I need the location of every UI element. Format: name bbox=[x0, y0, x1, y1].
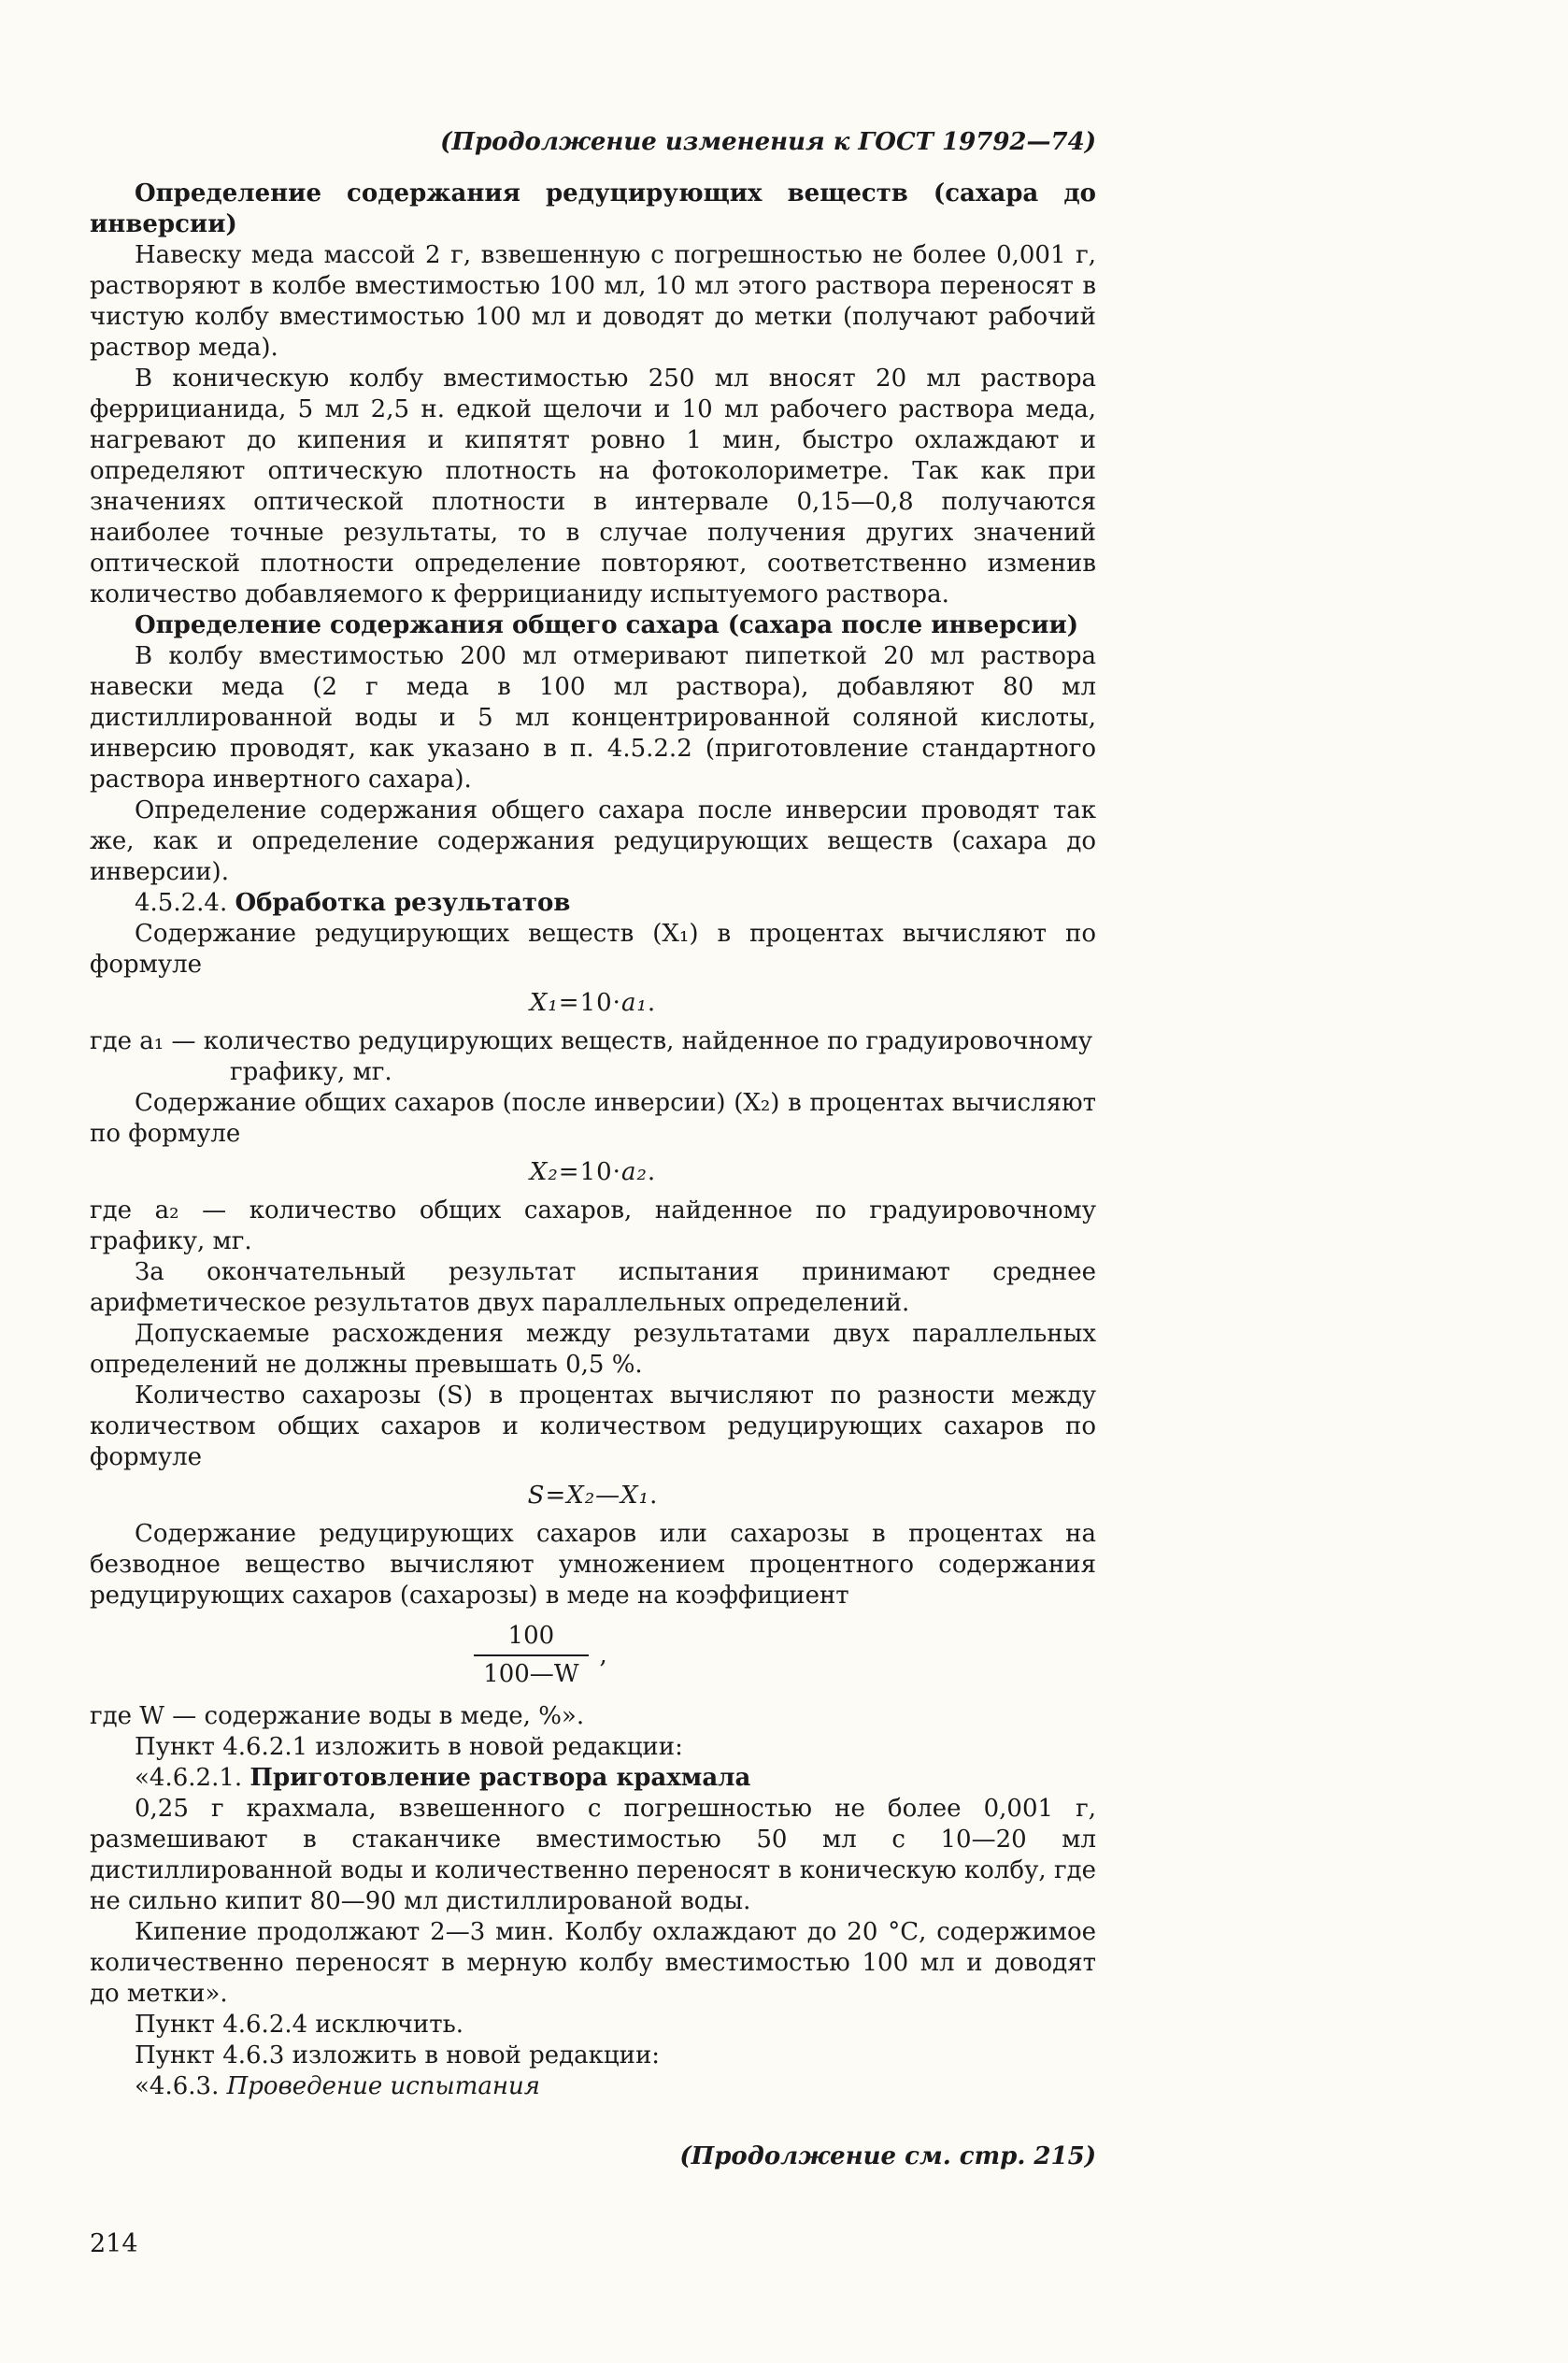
formula-x1 bbox=[90, 988, 1096, 1019]
heading-reducing-sugars: Определение содержания редуцирующих веществ (сахара до инверсии) bbox=[90, 179, 1096, 238]
fraction-numerator: 100 bbox=[507, 1622, 555, 1650]
para-arithmetic-mean: За окончательный результат испытания принимают среднее арифметическое результатов двух параллельных определений. bbox=[90, 1258, 1096, 1317]
para-allowed-difference: Допускаемые расхождения между результатами двух параллельных определений не должны превышать 0,5 %. bbox=[90, 1320, 1096, 1379]
formula-period: . bbox=[647, 1158, 657, 1186]
para-w-definition: где W — содержание воды в меде, %». bbox=[90, 1702, 585, 1730]
para-item-4624-note: Пункт 4.6.2.4 исключить. bbox=[135, 2011, 464, 2039]
para-starch-procedure: 0,25 г крахмала, взвешенного с погрешностью не более 0,001 г, размешивают в стаканчике вместимостью 50 мл с 10—20 мл дистиллированной воды и количественно переносят в коническую колбу, где не сильно кипит 80—90 мл дистиллированой воды. bbox=[90, 1795, 1096, 1915]
para-same-as-reducing: Определение содержания общего сахара после инверсии проводят так же, как и определение содержания редуцирующих веществ (сахара до инверсии). bbox=[90, 796, 1096, 886]
clause-results-processing bbox=[90, 888, 1096, 919]
clause-number: «4.6.2.1. bbox=[135, 1764, 243, 1792]
para-a1-definition: где a₁ — количество редуцирующих веществ, найденное по градуировочному графику, мг. bbox=[90, 1027, 1093, 1086]
clause-number: 4.5.2.4. bbox=[135, 889, 228, 917]
formula-operator: = bbox=[545, 1482, 567, 1510]
page-number: 214 bbox=[90, 2229, 138, 2258]
para-a2-definition: где a₂ — количество общих сахаров, найденное по градуировочному графику, мг. bbox=[90, 1196, 1096, 1255]
continuation-header: (Продолжение изменения к ГОСТ 19792—74) bbox=[440, 128, 1096, 156]
fraction-denominator bbox=[474, 1654, 588, 1690]
clause-number: «4.6.3. bbox=[135, 2072, 220, 2100]
formula-operator: =10· bbox=[558, 989, 621, 1017]
para-sample-preparation: Навеску меда массой 2 г, взвешенную с погрешностью не более 0,001 г, растворяют в колбе вместимостью 100 мл, 10 мл этого раствора переносят в чистую колбу вместимостью 100 мл и доводят до метки (получают рабочий раствор меда). bbox=[90, 241, 1096, 362]
formula-period: . bbox=[647, 989, 657, 1017]
formula-variable: X₂ bbox=[529, 1158, 559, 1186]
para-item-4621-note: Пункт 4.6.2.1 изложить в новой редакции: bbox=[135, 1733, 683, 1761]
fraction bbox=[474, 1621, 588, 1690]
para-item-463-note: Пункт 4.6.3 изложить в новой редакции: bbox=[135, 2041, 661, 2069]
heading-total-sugar: Определение содержания общего сахара (сахара после инверсии) bbox=[135, 611, 1079, 639]
para-inversion-procedure: В колбу вместимостью 200 мл отмеривают пипеткой 20 мл раствора навески меда (2 г меда в 100 мл раствора), добавляют 80 мл дистиллированной воды и 5 мл концентрированной соляной кислоты, инверсию проводят, как указано в п. 4.5.2.2 (приготовление стандартного раствора инвертного сахара). bbox=[90, 642, 1096, 794]
formula-x2 bbox=[90, 1157, 1096, 1188]
formula-operator: =10· bbox=[558, 1158, 621, 1186]
formula-variable: S bbox=[527, 1482, 546, 1510]
formula-period: . bbox=[649, 1482, 659, 1510]
para-flask-procedure: В коническую колбу вместимостью 250 мл вносят 20 мл раствора феррицианида, 5 мл 2,5 н. едкой щелочи и 10 мл рабочего раствора меда, нагревают до кипения и кипятят ровно 1 мин, быстро охлаждают и определяют оптическую плотность на фотоколориметре. Так как при значениях оптической плотности в интервале 0,15—0,8 получаются наиболее точные результаты, то в случае получения других значений оптической плотности определение повторяют, соответственно изменив количество добавляемого к феррицианиду испытуемого раствора. bbox=[90, 365, 1096, 609]
formula-variable: a₂ bbox=[620, 1158, 648, 1186]
fraction-denominator-variable: W bbox=[553, 1660, 579, 1688]
para-x2-intro: Содержание общих сахаров (после инверсии) (X₂) в процентах вычисляют по формуле bbox=[90, 1089, 1096, 1148]
fraction-denominator-number: 100— bbox=[483, 1660, 554, 1688]
clause-title: Приготовление раствора крахмала bbox=[249, 1764, 751, 1792]
formula-variable: a₁ bbox=[620, 989, 648, 1017]
para-dry-substance: Содержание редуцирующих сахаров или сахарозы в процентах на безводное вещество вычисляют умножением процентного содержания редуцирующих сахаров (сахарозы) в меде на коэффициент bbox=[90, 1520, 1096, 1610]
clause-title: Обработка результатов bbox=[235, 889, 571, 917]
clause-title-italic: Проведение испытания bbox=[226, 2072, 540, 2100]
para-sucrose-intro: Количество сахарозы (S) в процентах вычисляют по разности между количеством общих сахаров и количеством редуцирующих сахаров по формуле bbox=[90, 1382, 1096, 1471]
para-boiling-procedure: Кипение продолжают 2—3 мин. Колбу охлаждают до 20 °С, содержимое количественно переносят в мерную колбу вместимостью 100 мл и доводят до метки». bbox=[90, 1918, 1096, 2008]
fraction-tail-comma: , bbox=[599, 1640, 607, 1669]
formula-sucrose bbox=[90, 1481, 1096, 1511]
continuation-footer: (Продолжение см. стр. 215) bbox=[679, 2142, 1096, 2170]
formula-variable: X₁ bbox=[529, 989, 559, 1017]
formula-variable: X₂—X₁ bbox=[566, 1482, 650, 1510]
formula-coefficient bbox=[90, 1621, 1096, 1690]
clause-test-procedure bbox=[90, 2071, 1096, 2102]
para-x1-intro: Содержание редуцирующих веществ (X₁) в процентах вычисляют по формуле bbox=[90, 920, 1096, 979]
clause-starch-solution bbox=[90, 1763, 1096, 1794]
